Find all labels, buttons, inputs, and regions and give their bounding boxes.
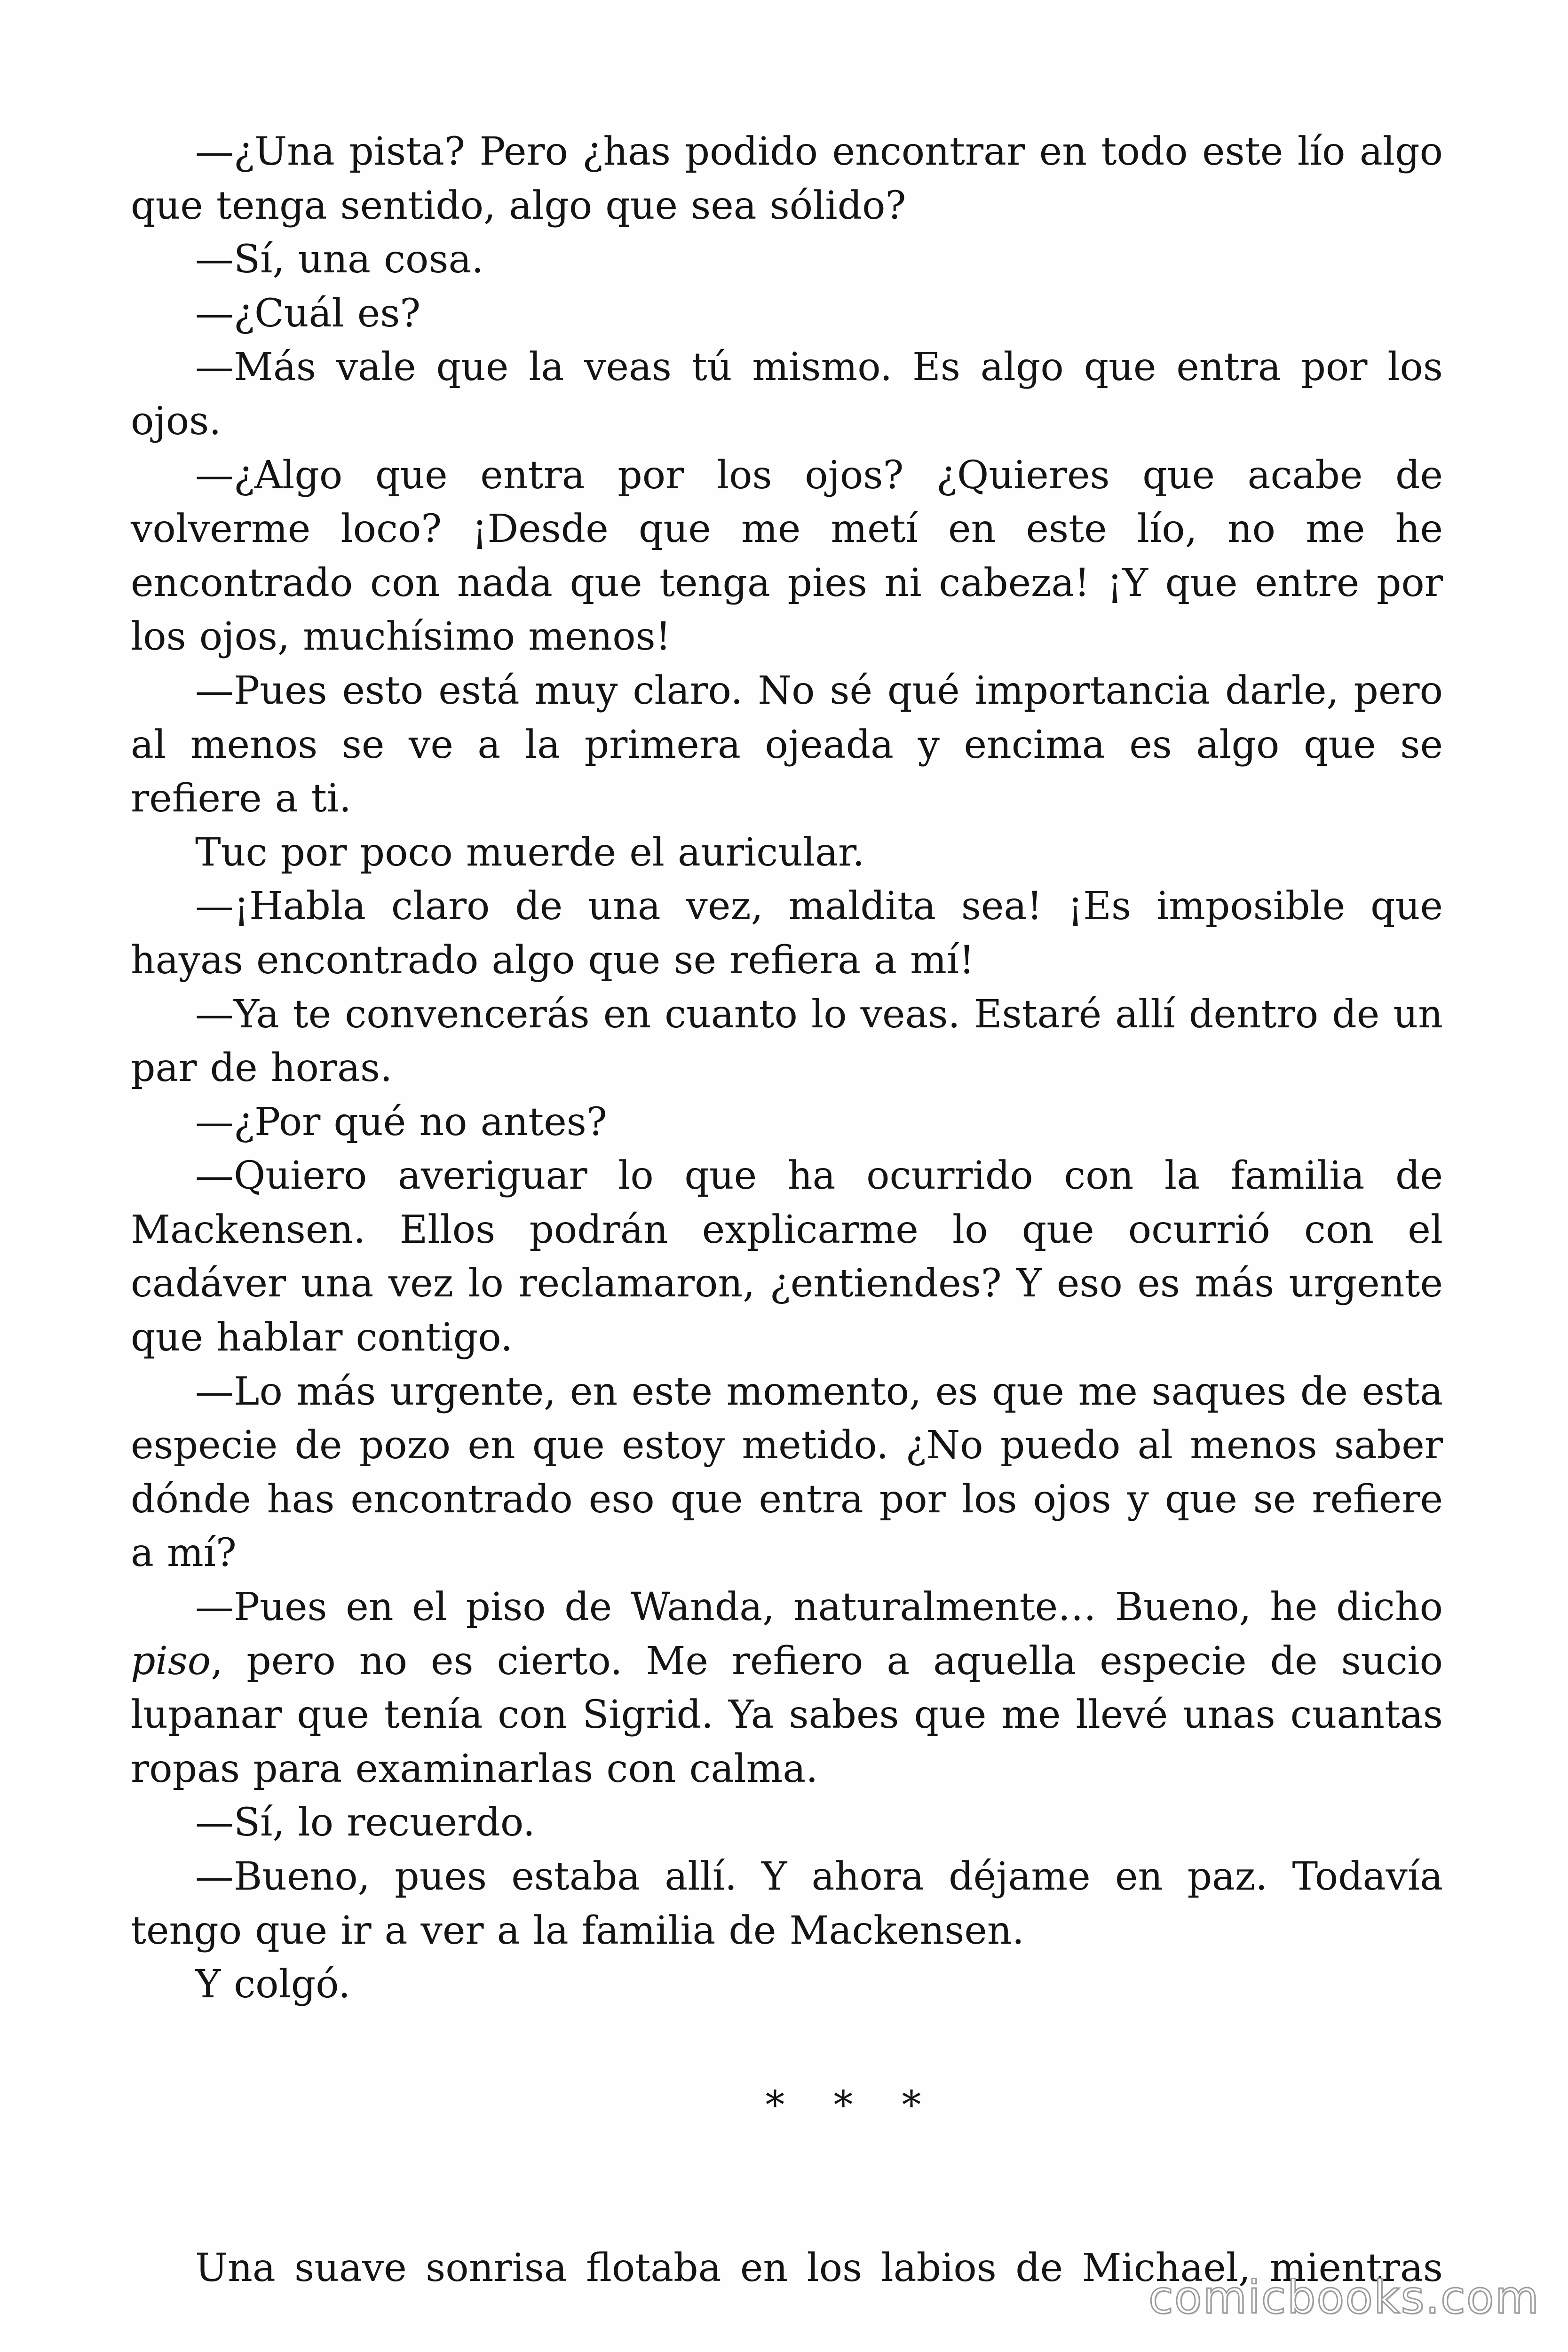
paragraph-10: —¿Por qué no antes?	[195, 1099, 607, 1144]
paragraph-wanda-after: , pero no es cierto. Me refiero a aquella especie de sucio lupanar que tenía con Sigrid. Ya sabes que me llevé unas cuantas ropas para examinarlas con calma.	[131, 1638, 1443, 1791]
paragraph-wanda-italic-word: piso	[131, 1638, 211, 1684]
paragraph-7: Tuc por poco muerde el auricular.	[195, 830, 865, 875]
paragraph-wanda-before: —Pues en el piso de Wanda, naturalmente… Bueno, he dicho	[195, 1585, 1443, 1630]
paragraph-2: —Sí, una cosa.	[195, 237, 484, 282]
paragraph-14: —Sí, lo recuerdo.	[195, 1800, 535, 1845]
page-body-text	[131, 125, 1443, 2296]
paragraph-6: —Pues esto está muy claro. No sé qué importancia darle, pero al menos se ve a la primera ojeada y encima es algo que se refiere a ti.	[131, 668, 1443, 821]
paragraph-3: —¿Cuál es?	[195, 291, 421, 336]
paragraph-16: Y colgó.	[195, 1962, 351, 2007]
paragraph-1: —¿Una pista? Pero ¿has podido encontrar en todo este lío algo que tenga sentido, algo que sea sólido?	[131, 129, 1443, 228]
paragraph-15: —Bueno, pues estaba allí. Y ahora déjame en paz. Todavía tengo que ir a ver a la familia de Mackensen.	[131, 1854, 1443, 1953]
paragraph-wanda	[131, 1581, 1443, 1796]
paragraph-8: —¡Habla claro de una vez, maldita sea! ¡Es imposible que hayas encontrado algo que se refiera a mí!	[131, 884, 1443, 983]
paragraph-final: Una suave sonrisa flotaba en los labios de Michael, mientras	[195, 2246, 1443, 2291]
paragraph-11: —Quiero averiguar lo que ha ocurrido con la familia de Mackensen. Ellos podrán explicarme lo que ocurrió con el cadáver una vez lo reclamaron, ¿entiendes? Y eso es más urgente que hablar contigo.	[131, 1153, 1443, 1360]
section-separator: * * *	[765, 2082, 939, 2128]
paragraph-12: —Lo más urgente, en este momento, es que me saques de esta especie de pozo en que estoy metido. ¿No puedo al menos saber dónde has encontrado eso que entra por los ojos y que se refiere a mí?	[131, 1369, 1443, 1576]
paragraph-4: —Más vale que la veas tú mismo. Es algo que entra por los ojos.	[131, 345, 1443, 444]
paragraph-5: —¿Algo que entra por los ojos? ¿Quieres que acabe de volverme loco? ¡Desde que me metí en este lío, no me he encontrado con nada que tenga pies ni cabeza! ¡Y que entre por los ojos, muchísimo menos!	[131, 453, 1443, 660]
paragraph-9: —Ya te convencerás en cuanto lo veas. Estaré allí dentro de un par de horas.	[131, 992, 1443, 1091]
watermark-logo: comicbooks.com	[1148, 2271, 1540, 2324]
